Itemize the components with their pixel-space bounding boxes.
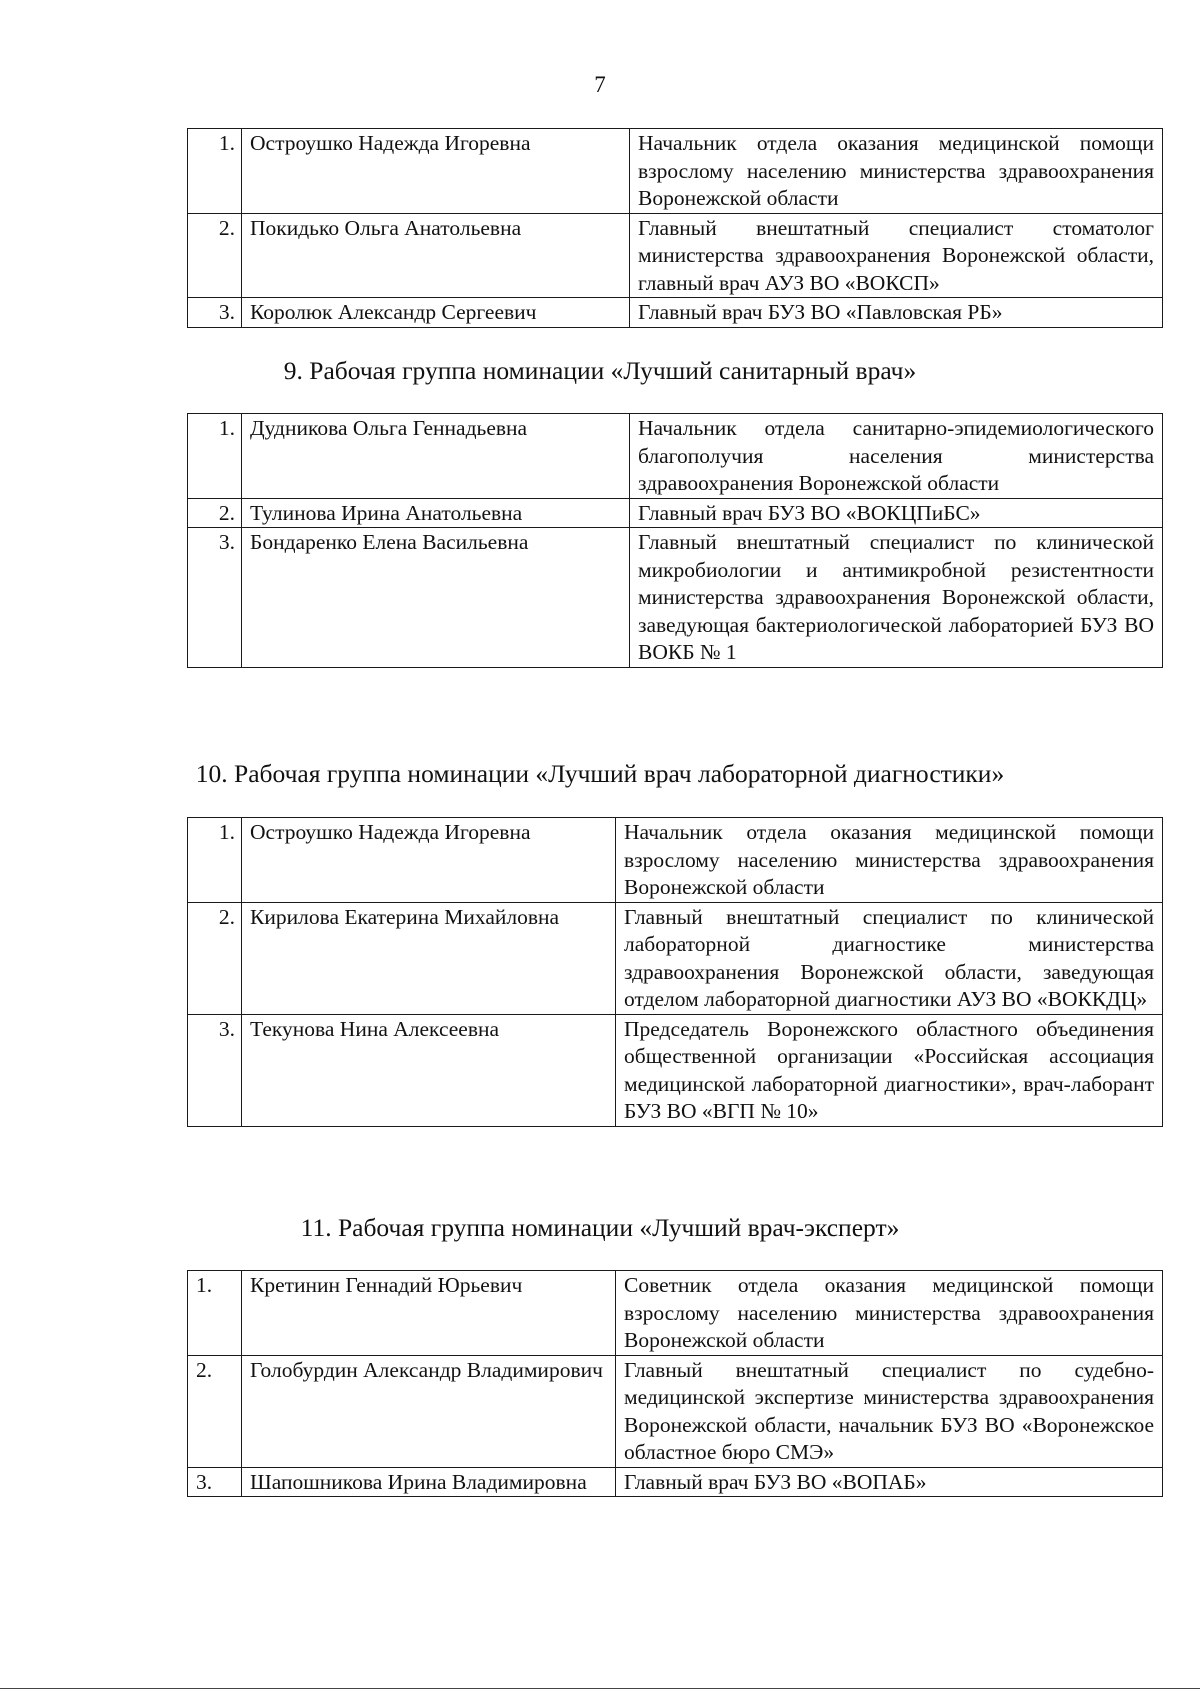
member-name: Текунова Нина Алексеевна bbox=[242, 1014, 616, 1126]
member-name: Бондаренко Елена Васильевна bbox=[242, 528, 630, 668]
member-name: Тулинова Ирина Анатольевна bbox=[242, 498, 630, 528]
row-number: 1. bbox=[188, 818, 242, 903]
section-heading-11: 11. Рабочая группа номинации «Лучший врач-эксперт» bbox=[300, 1213, 900, 1242]
page-bottom-rule bbox=[0, 1688, 1200, 1689]
member-position: Начальник отдела санитарно-эпидемиологического благополучия населения министерства здравоохранения Воронежской области bbox=[630, 414, 1163, 499]
member-name: Остроушко Надежда Игоревна bbox=[242, 818, 616, 903]
row-number: 2. bbox=[188, 1355, 242, 1467]
table-row bbox=[188, 1271, 1163, 1356]
member-position: Главный врач БУЗ ВО «ВОКЦПиБС» bbox=[630, 498, 1163, 528]
member-name: Покидько Ольга Анатольевна bbox=[242, 213, 630, 298]
table-row bbox=[188, 1467, 1163, 1497]
row-number: 2. bbox=[188, 213, 242, 298]
member-name: Кирилова Екатерина Михайловна bbox=[242, 902, 616, 1014]
member-position: Главный внештатный специалист по клинической микробиологии и антимикробной резистентности министерства здравоохранения Воронежской области, заведующая бактериологической лабораторией БУЗ ВО ВОКБ № 1 bbox=[630, 528, 1163, 668]
member-name: Королюк Александр Сергеевич bbox=[242, 298, 630, 328]
section-heading-9: 9. Рабочая группа номинации «Лучший санитарный врач» bbox=[283, 356, 917, 385]
table-row bbox=[188, 1014, 1163, 1126]
row-number: 2. bbox=[188, 902, 242, 1014]
table-row bbox=[188, 298, 1163, 328]
member-name: Шапошникова Ирина Владимировна bbox=[242, 1467, 616, 1497]
table-row bbox=[188, 1355, 1163, 1467]
row-number: 3. bbox=[188, 1014, 242, 1126]
member-position: Начальник отдела оказания медицинской помощи взрослому населению министерства здравоохранения Воронежской области bbox=[630, 129, 1163, 214]
section-heading-10: 10. Рабочая группа номинации «Лучший врач лабораторной диагностики» bbox=[195, 759, 1005, 788]
member-position: Начальник отдела оказания медицинской помощи взрослому населению министерства здравоохранения Воронежской области bbox=[616, 818, 1163, 903]
table-row bbox=[188, 414, 1163, 499]
member-name: Дудникова Ольга Геннадьевна bbox=[242, 414, 630, 499]
member-name: Кретинин Геннадий Юрьевич bbox=[242, 1271, 616, 1356]
row-number: 3. bbox=[188, 528, 242, 668]
table-row bbox=[188, 213, 1163, 298]
table-row bbox=[188, 528, 1163, 668]
table-row bbox=[188, 818, 1163, 903]
member-position: Советник отдела оказания медицинской помощи взрослому населению министерства здравоохранения Воронежской области bbox=[616, 1271, 1163, 1356]
member-position: Главный врач БУЗ ВО «ВОПАБ» bbox=[616, 1467, 1163, 1497]
commission-table-continued bbox=[187, 128, 1163, 328]
row-number: 3. bbox=[188, 1467, 242, 1497]
working-group-table-10 bbox=[187, 817, 1163, 1127]
member-position: Главный внештатный специалист по судебно-медицинской экспертизе министерства здравоохранения Воронежской области, начальник БУЗ ВО «Воронежское областное бюро СМЭ» bbox=[616, 1355, 1163, 1467]
member-position: Главный внештатный специалист по клинической лабораторной диагностике министерства здравоохранения Воронежской области, заведующая отделом лабораторной диагностики АУЗ ВО «ВОККДЦ» bbox=[616, 902, 1163, 1014]
working-group-table-11 bbox=[187, 1270, 1163, 1497]
row-number: 1. bbox=[188, 1271, 242, 1356]
member-position: Главный врач БУЗ ВО «Павловская РБ» bbox=[630, 298, 1163, 328]
table-row bbox=[188, 498, 1163, 528]
table-row bbox=[188, 129, 1163, 214]
row-number: 1. bbox=[188, 414, 242, 499]
member-name: Голобурдин Александр Владимирович bbox=[242, 1355, 616, 1467]
row-number: 1. bbox=[188, 129, 242, 214]
member-position: Председатель Воронежского областного объединения общественной организации «Российская ассоциация медицинской лабораторной диагностики», врач-лаборант БУЗ ВО «ВГП № 10» bbox=[616, 1014, 1163, 1126]
row-number: 2. bbox=[188, 498, 242, 528]
page-number: 7 bbox=[594, 72, 606, 97]
member-position: Главный внештатный специалист стоматолог министерства здравоохранения Воронежской области, главный врач АУЗ ВО «ВОКСП» bbox=[630, 213, 1163, 298]
working-group-table-9 bbox=[187, 413, 1163, 668]
member-name: Остроушко Надежда Игоревна bbox=[242, 129, 630, 214]
row-number: 3. bbox=[188, 298, 242, 328]
table-row bbox=[188, 902, 1163, 1014]
